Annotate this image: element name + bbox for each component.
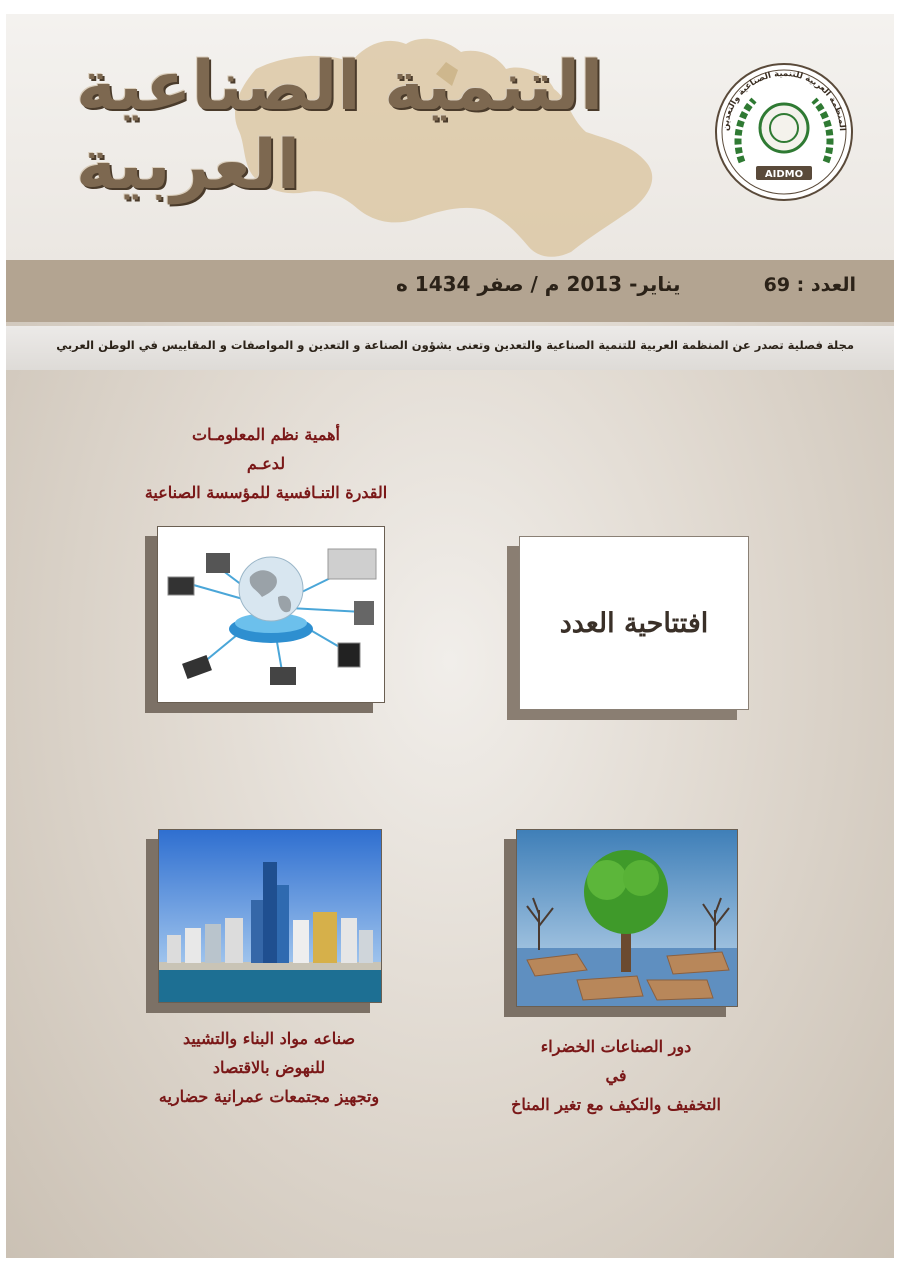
editorial-label: افتتاحية العدد bbox=[559, 607, 709, 639]
caption-line: أهمية نظم المعلومـات bbox=[192, 425, 340, 444]
issue-date: يناير- 2013 م / صفر 1434 ه bbox=[396, 272, 681, 296]
tagline-bar bbox=[6, 326, 894, 370]
caption-line: القدرة التنـافسية للمؤسسة الصناعية bbox=[144, 483, 388, 502]
network-globe-icon bbox=[157, 526, 385, 703]
article-information-systems-title bbox=[116, 420, 416, 507]
caption-line: في bbox=[605, 1066, 627, 1085]
caption-line: لدعـم bbox=[246, 454, 286, 473]
tagline: مجلة فصلية تصدر عن المنظمة العربية للتنمية الصناعية والتعدين وتعنى بشؤون الصناعة و التعدين و المواصفات و المقاييس في الوطن العربي bbox=[56, 338, 854, 352]
aidmo-emblem-icon bbox=[714, 62, 854, 202]
magazine-cover bbox=[6, 14, 894, 1258]
article-building-materials-title bbox=[124, 1024, 414, 1111]
editorial-box[interactable] bbox=[519, 536, 749, 710]
cover-header bbox=[6, 14, 894, 260]
caption-line: صناعه مواد البناء والتشييد bbox=[182, 1029, 356, 1048]
issue-bar bbox=[6, 260, 894, 322]
issue-number: العدد : 69 bbox=[763, 274, 856, 296]
logo-ring-text: المنظمة العربية للتنمية الصناعية والتعدين bbox=[720, 68, 848, 132]
caption-line: دور الصناعات الخضراء bbox=[540, 1037, 692, 1056]
logo-acronym: AIDMO bbox=[764, 169, 804, 180]
article-green-industries-title bbox=[476, 1032, 756, 1119]
city-skyline-icon bbox=[158, 829, 382, 1003]
caption-line: وتجهيز مجتمعات عمرانية حضاريه bbox=[158, 1087, 380, 1106]
caption-line: للنهوض بالاقتصاد bbox=[212, 1058, 326, 1077]
green-tree-icon bbox=[516, 829, 738, 1007]
magazine-title: التنمية الصناعية العربية bbox=[76, 47, 604, 205]
caption-line: التخفيف والتكيف مع تغير المناخ bbox=[511, 1095, 721, 1114]
